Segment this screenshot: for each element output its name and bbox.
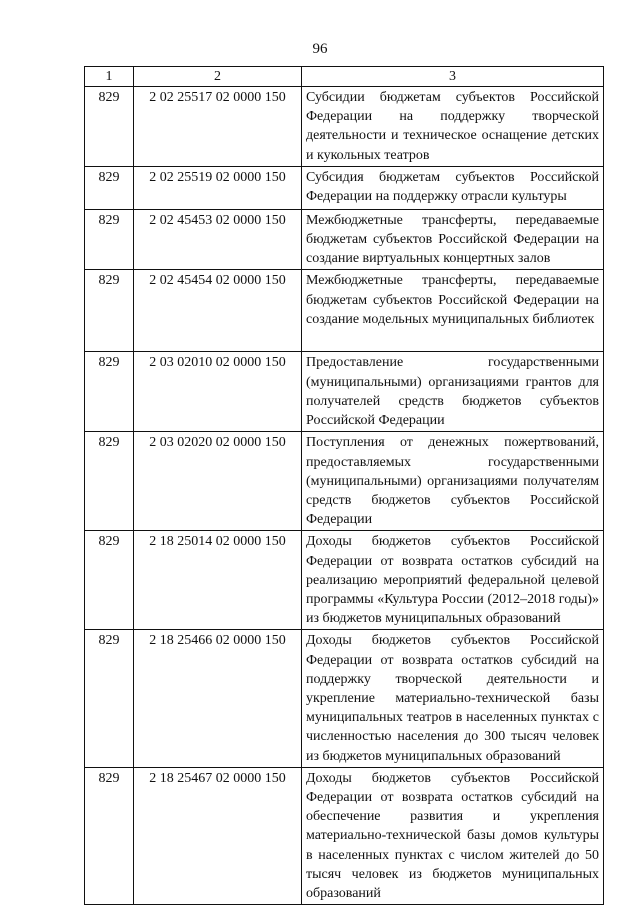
description-cell: Субсидия бюджетам субъектов Российской Федерации на поддержку отрасли культуры	[302, 166, 604, 209]
table-row	[85, 352, 604, 432]
column-header-2: 2	[134, 67, 302, 87]
column-header-3: 3	[302, 67, 604, 87]
table-row	[85, 87, 604, 167]
description-cell: Предоставление государственными (муниципальными) организациями грантов для получателей средств бюджетов субъектов Российской Федерации	[302, 352, 604, 432]
description-cell: Субсидии бюджетам субъектов Российской Федерации на поддержку творческой деятельности и техническое оснащение детских и кукольных театров	[302, 87, 604, 167]
table-row	[85, 270, 604, 352]
description-cell: Доходы бюджетов субъектов Российской Федерации от возврата остатков субсидий на реализацию мероприятий федеральной целевой программы «Культура России (2012–2018 годы)» из бюджетов муниципальных образований	[302, 531, 604, 630]
table-row	[85, 767, 604, 904]
description-cell: Доходы бюджетов субъектов Российской Федерации от возврата остатков субсидий на обеспечение развития и укрепления материально-технической базы домов культуры в населенных пунктах с числом жителей до 50 тысяч человек из бюджетов муниципальных образований	[302, 767, 604, 904]
admin-code-cell: 829	[85, 630, 134, 767]
table-header-row	[85, 67, 604, 87]
description-cell: Доходы бюджетов субъектов Российской Федерации от возврата остатков субсидий на поддержку творческой деятельности и укрепление материально-технической базы муниципальных театров в населенных пунктах с численностью населения до 300 тысяч человек из бюджетов муниципальных образований	[302, 630, 604, 767]
description-cell: Поступления от денежных пожертвований, предоставляемых государственными (муниципальными) организациями получателям средств бюджетов субъектов Российской Федерации	[302, 432, 604, 531]
budget-code-cell: 2 18 25014 02 0000 150	[134, 531, 302, 630]
admin-code-cell: 829	[85, 531, 134, 630]
budget-code-cell: 2 02 45454 02 0000 150	[134, 270, 302, 352]
admin-code-cell: 829	[85, 352, 134, 432]
description-cell: Межбюджетные трансферты, передаваемые бюджетам субъектов Российской Федерации на создание виртуальных концертных залов	[302, 209, 604, 270]
admin-code-cell: 829	[85, 87, 134, 167]
budget-code-cell: 2 02 25519 02 0000 150	[134, 166, 302, 209]
budget-code-cell: 2 02 25517 02 0000 150	[134, 87, 302, 167]
admin-code-cell: 829	[85, 767, 134, 904]
admin-code-cell: 829	[85, 209, 134, 270]
budget-code-cell: 2 02 45453 02 0000 150	[134, 209, 302, 270]
table-row	[85, 531, 604, 630]
budget-code-cell: 2 18 25467 02 0000 150	[134, 767, 302, 904]
description-cell: Межбюджетные трансферты, передаваемые бюджетам субъектов Российской Федерации на создание модельных муниципальных библиотек	[302, 270, 604, 352]
budget-code-cell: 2 18 25466 02 0000 150	[134, 630, 302, 767]
table-row	[85, 166, 604, 209]
budget-codes-table	[84, 66, 604, 905]
column-header-1: 1	[85, 67, 134, 87]
admin-code-cell: 829	[85, 166, 134, 209]
budget-code-cell: 2 03 02020 02 0000 150	[134, 432, 302, 531]
table-row	[85, 630, 604, 767]
admin-code-cell: 829	[85, 432, 134, 531]
table-row	[85, 432, 604, 531]
page-number: 96	[312, 41, 328, 57]
table-row	[85, 209, 604, 270]
admin-code-cell: 829	[85, 270, 134, 352]
budget-code-cell: 2 03 02010 02 0000 150	[134, 352, 302, 432]
